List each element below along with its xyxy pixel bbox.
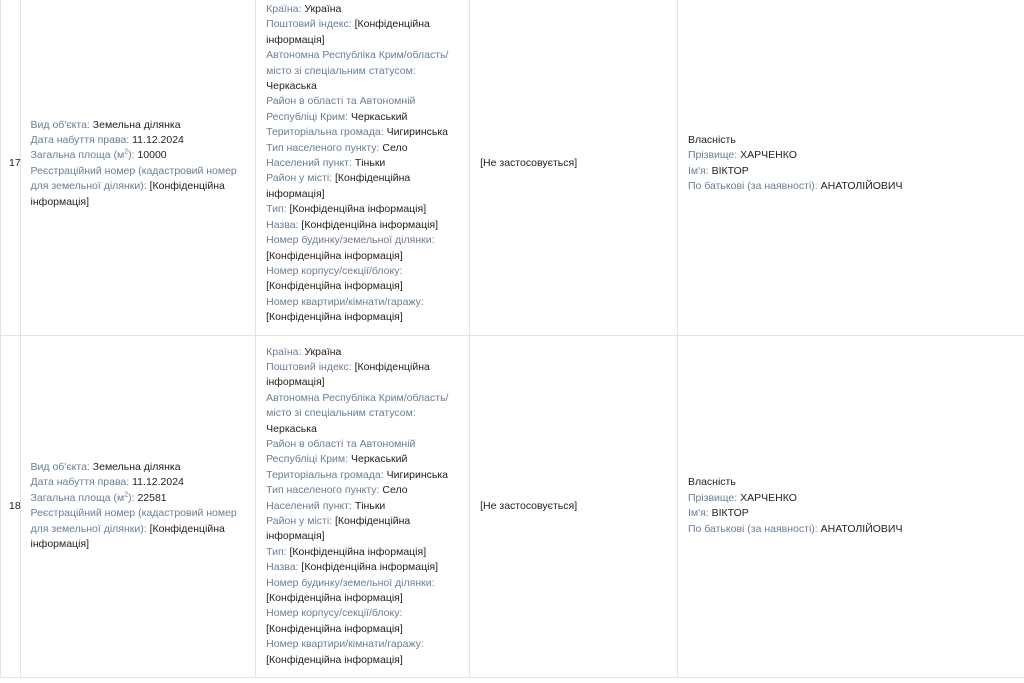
address-field-label: Автономна Республіка Крим/область/місто зі спеціальним статусом: xyxy=(266,391,449,420)
registration-number-value: [Конфіденційна інформація] xyxy=(30,522,225,551)
address-field xyxy=(266,295,459,326)
not-applicable-text: [Не застосовується] xyxy=(480,157,578,170)
address-field-value: [Конфіденційна інформація] xyxy=(266,311,403,324)
address-field-label: Номер квартири/кімнати/гаражу: xyxy=(266,295,424,308)
owner-patronymic-value: АНАТОЛІЙОВИЧ xyxy=(820,522,903,535)
total-area-label-sup: 2 xyxy=(124,491,129,499)
acquisition-date xyxy=(31,475,246,490)
address-field-value: [Конфіденційна інформація] xyxy=(266,653,403,666)
address-field-value: Тіньки xyxy=(354,499,386,512)
total-area-label-sup: 2 xyxy=(124,148,129,156)
owner-name xyxy=(688,164,1024,179)
address-field-label: Тип населеного пункту: xyxy=(266,141,380,154)
address-field-label: Номер квартири/кімнати/гаражу: xyxy=(266,638,424,651)
not-applicable-cell xyxy=(470,335,678,678)
total-area xyxy=(31,491,246,506)
address-field xyxy=(266,17,459,48)
total-area-label xyxy=(31,492,135,504)
address-field-value: [Конфіденційна інформація] xyxy=(266,515,411,543)
total-area-label xyxy=(31,149,135,161)
address-field-label: Тип населеного пункту: xyxy=(266,484,380,497)
address-field xyxy=(266,637,459,668)
row-number-value: 17 xyxy=(9,157,21,170)
owner-name-label: Ім'я: xyxy=(687,164,709,177)
right-type: Власність xyxy=(687,476,736,489)
address-field-label: Район у місті: xyxy=(266,172,333,185)
address-field xyxy=(266,156,459,171)
row-number xyxy=(1,0,21,335)
address-cell xyxy=(256,0,470,335)
address-field-label: Поштовий індекс: xyxy=(266,360,352,373)
address-field xyxy=(266,606,459,637)
address-field-value: [Конфіденційна інформація] xyxy=(301,561,439,574)
owner-surname xyxy=(688,491,1024,506)
total-area-label-end: ): xyxy=(128,149,135,162)
owner-patronymic xyxy=(688,522,1024,537)
owner-patronymic-label: По батькові (за наявності): xyxy=(687,522,818,535)
registration-number xyxy=(31,506,246,552)
row-number-value: 18 xyxy=(9,499,21,512)
owner-surname-label: Прізвище: xyxy=(687,491,738,504)
address-field-value: Україна xyxy=(304,3,342,15)
address-field-value: Село xyxy=(382,141,408,154)
address-field xyxy=(266,264,459,295)
not-applicable-text: [Не застосовується] xyxy=(480,499,578,512)
address-field xyxy=(266,468,459,483)
total-area-value: 22581 xyxy=(137,491,167,504)
table-row xyxy=(1,335,1024,678)
address-field-value: [Конфіденційна інформація] xyxy=(266,280,403,293)
address-field-value: [Конфіденційна інформація] xyxy=(266,592,403,605)
total-area-label-end: ): xyxy=(128,491,135,504)
address-field xyxy=(266,171,459,202)
address-field-label: Територіальна громада: xyxy=(266,468,384,481)
address-field-value: Тіньки xyxy=(354,157,386,170)
object-type-label: Вид об'єкта: xyxy=(30,118,90,131)
total-area-label-text: Загальна площа (м xyxy=(30,149,125,162)
registration-number-label: Реєстраційний номер (кадастровий номер для земельної ділянки): xyxy=(30,507,237,535)
address-field xyxy=(266,499,459,514)
address-field-value: Черкаська xyxy=(266,80,317,93)
address-field-label: Країна: xyxy=(266,3,302,15)
address-field-label: Автономна Республіка Крим/область/місто зі спеціальним статусом: xyxy=(266,49,449,77)
property-table-body xyxy=(1,0,1024,678)
address-field-value: Черкаський xyxy=(350,453,408,466)
owner-surname xyxy=(688,148,1024,163)
total-area-value: 10000 xyxy=(137,149,167,162)
object-cell xyxy=(20,335,256,678)
address-field-label: Назва: xyxy=(266,218,299,231)
owner-cell xyxy=(677,0,1024,335)
address-field-label: Район в області та Автономній Республіці Крим: xyxy=(266,95,416,123)
address-field-value: [Конфіденційна інформація] xyxy=(266,360,430,389)
address-field-label: Поштовий індекс: xyxy=(266,18,352,31)
address-field-label: Країна: xyxy=(266,345,302,358)
address-field xyxy=(266,202,459,217)
address-field xyxy=(266,483,459,498)
address-field-value: [Конфіденційна інформація] xyxy=(301,218,439,231)
address-field-label: Тип: xyxy=(266,545,287,558)
address-field xyxy=(266,218,459,233)
owner-surname-value: ХАРЧЕНКО xyxy=(740,491,797,504)
address-field-value: Черкаська xyxy=(266,422,317,435)
not-applicable-cell xyxy=(470,0,678,335)
address-field-label: Район у місті: xyxy=(266,515,333,527)
object-type xyxy=(31,460,246,475)
owner-patronymic-value: АНАТОЛІЙОВИЧ xyxy=(820,180,903,193)
address-field xyxy=(266,125,459,140)
address-field-value: [Конфіденційна інформація] xyxy=(289,203,427,216)
address-field xyxy=(266,391,459,437)
right-type: Власність xyxy=(687,133,736,146)
address-field xyxy=(266,233,459,264)
address-field-label: Номер корпусу/секції/блоку: xyxy=(266,607,403,620)
owner-patronymic xyxy=(688,179,1024,194)
address-field xyxy=(266,545,459,560)
address-field xyxy=(266,141,459,156)
address-field xyxy=(266,345,459,360)
object-type-value: Земельна ділянка xyxy=(92,118,181,131)
owner-cell xyxy=(677,335,1024,678)
owner-surname-value: ХАРЧЕНКО xyxy=(740,149,797,162)
address-field-value: [Конфіденційна інформація] xyxy=(266,172,411,200)
address-field-label: Номер будинку/земельної ділянки: xyxy=(266,234,435,247)
registration-number-label: Реєстраційний номер (кадастровий номер для земельної ділянки): xyxy=(30,164,237,193)
owner-surname-label: Прізвище: xyxy=(687,149,738,162)
row-number xyxy=(1,335,21,678)
address-field xyxy=(266,560,459,575)
address-field-label: Тип: xyxy=(266,203,287,216)
address-field xyxy=(266,360,459,391)
address-field-value: Україна xyxy=(304,345,342,358)
address-field-value: Чигиринська xyxy=(386,126,449,139)
object-type-value: Земельна ділянка xyxy=(92,461,181,474)
address-field xyxy=(266,48,459,94)
address-field-label: Територіальна громада: xyxy=(266,126,384,139)
acquisition-date-value: 11.12.2024 xyxy=(132,133,184,146)
registration-number xyxy=(31,164,246,210)
address-cell xyxy=(256,335,470,678)
address-field-value: [Конфіденційна інформація] xyxy=(289,545,427,558)
address-field-label: Населений пункт: xyxy=(266,157,352,170)
address-field-label: Назва: xyxy=(266,561,299,574)
address-field-label: Номер будинку/земельної ділянки: xyxy=(266,576,435,589)
acquisition-date-label: Дата набуття права: xyxy=(30,133,130,146)
registration-number-value: [Конфіденційна інформація] xyxy=(30,180,225,208)
owner-name xyxy=(688,506,1024,521)
owner-name-label: Ім'я: xyxy=(687,507,709,520)
address-field-label: Населений пункт: xyxy=(266,499,352,512)
address-field xyxy=(266,514,459,545)
address-field-label: Район в області та Автономній Республіці Крим: xyxy=(266,437,416,466)
total-area-label-text: Загальна площа (м xyxy=(30,491,125,504)
address-field-value: [Конфіденційна інформація] xyxy=(266,18,430,46)
address-field-value: [Конфіденційна інформація] xyxy=(266,249,403,262)
acquisition-date-value: 11.12.2024 xyxy=(132,476,184,489)
owner-patronymic-label: По батькові (за наявності): xyxy=(687,180,818,193)
object-cell xyxy=(20,0,256,335)
total-area xyxy=(31,148,246,163)
address-field-value: Село xyxy=(382,484,408,497)
acquisition-date-label: Дата набуття права: xyxy=(30,476,130,489)
owner-name-value: ВІКТОР xyxy=(711,164,749,177)
acquisition-date xyxy=(31,133,246,148)
address-field xyxy=(266,576,459,607)
address-field-value: Черкаський xyxy=(350,110,408,123)
address-field-label: Номер корпусу/секції/блоку: xyxy=(266,264,403,277)
object-type-label: Вид об'єкта: xyxy=(30,461,90,474)
owner-name-value: ВІКТОР xyxy=(711,507,749,520)
address-field-value: Чигиринська xyxy=(386,468,449,481)
address-field xyxy=(266,94,459,125)
object-type xyxy=(31,118,246,133)
address-field xyxy=(266,2,459,17)
address-field xyxy=(266,437,459,468)
address-field-value: [Конфіденційна інформація] xyxy=(266,622,403,635)
table-row xyxy=(1,0,1024,335)
